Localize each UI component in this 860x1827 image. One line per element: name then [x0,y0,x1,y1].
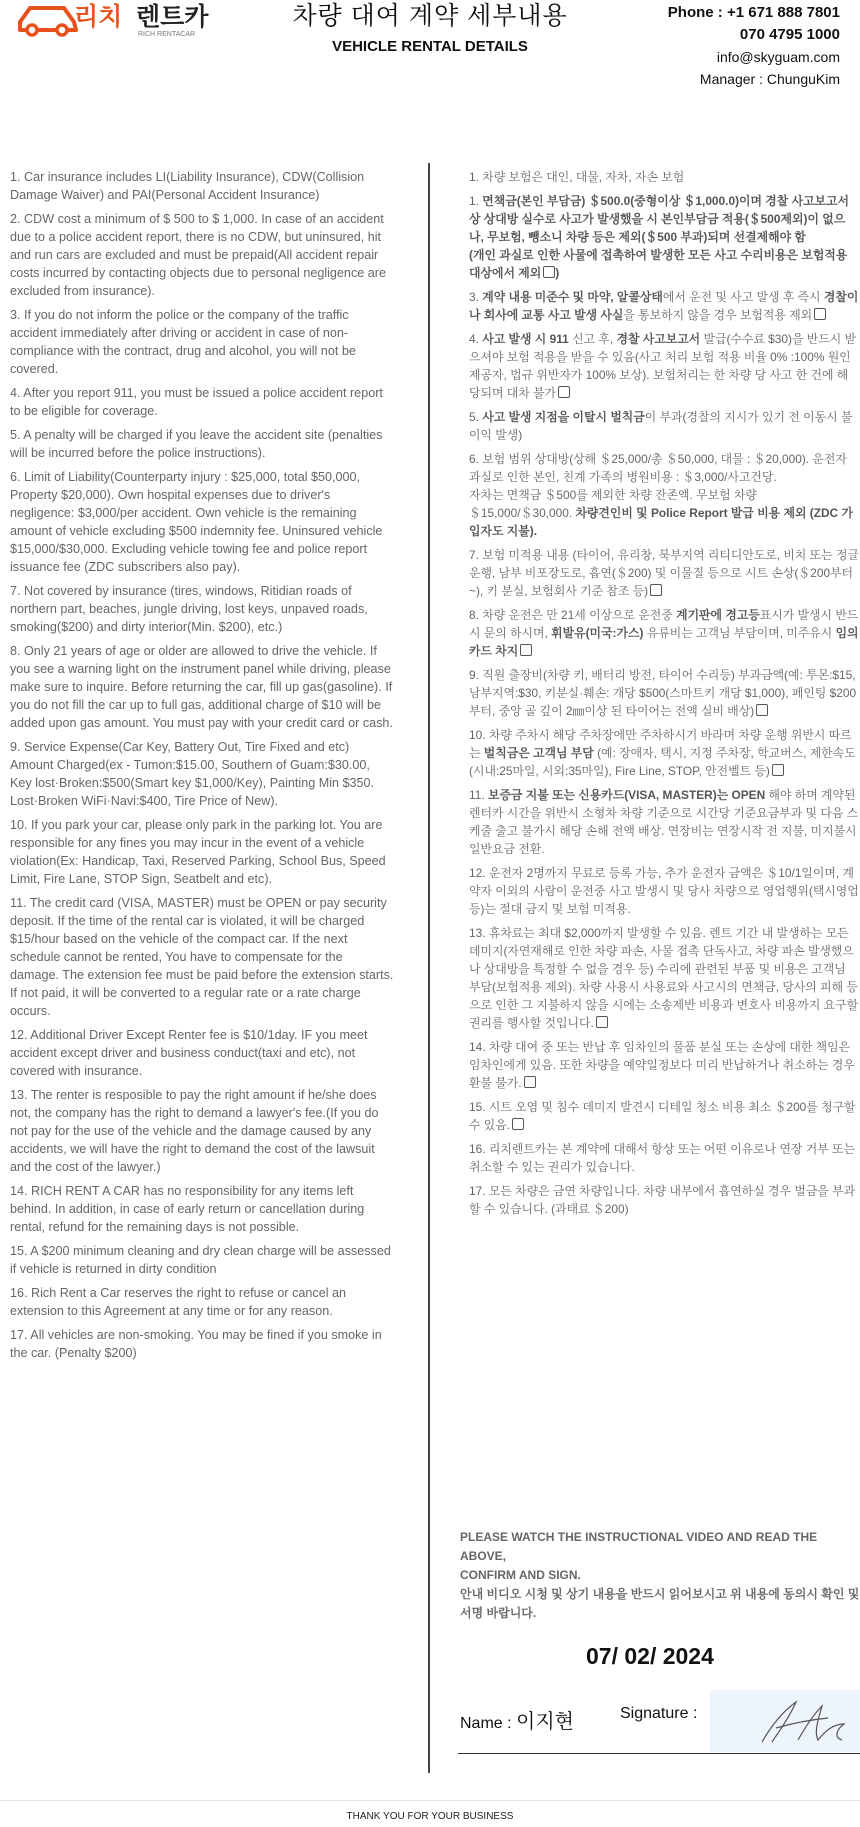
contact-block [668,2,840,90]
name-label: Name : [460,1715,517,1732]
term-ko-4: 4. 사고 발생 시 911 신고 후, 경찰 사고보고서 발급(수수료 $30)을 반드시 받으셔야 보험 적용을 받을 수 있음(사고 처리 보험 적용 비율 0% :100% 원인제공자, 법규 위반자가 100% 보상). 보험처리는 한 차량 당 사고 한 건에 해당되며 대차 불가 [469,332,857,400]
checkbox[interactable] [558,386,570,398]
term-ko-13: 13. 휴차료는 최대 $2,000까지 발생할 수 있음. 렌트 기간 내 발생하는 모든 데미지(자연재해로 인한 차량 파손, 사물 접촉 단독사고, 차량 파손 발생했으나 상대방을 특정할 수 없을 경우 등) 수리에 관련된 부품 및 비용은 고객님 부담(보험적용 제외). 차량 사용시 사용료와 사고시의 면책금, 당사의 피해 등으로 인한 그 지불하지 않을 시에는 소송제반 비용과 변호사 비용까지 요구할 권리를 행사할 것입니다. [469,926,859,1030]
brand-name-en: RICH RENTACAR [138,31,196,38]
checkbox[interactable] [524,1076,536,1088]
term-en: 3. If you do not inform the police or the company of the traffic accident immediately after driving or accident in case of non-compliance with the contract, drug and alcohol, you will not be covered. [10,308,356,376]
contract-date: 07/ 02/ 2024 [586,1643,714,1669]
checkbox[interactable] [650,584,662,596]
term-ko-5: 5. 사고 발생 지점을 이탈시 벌칙금이 부과(경찰의 지시가 있기 전 이동시 불이익 발생) [469,410,853,442]
term-en: 15. A $200 minimum cleaning and dry clean charge will be assessed if vehicle is returned in dirty condition [10,1244,391,1276]
signature-line [458,1753,860,1754]
term-en: 10. If you park your car, please only park in the parking lot. You are responsible for any fines you may incur in the event of a vehicle violation(Ex: Handicap, Taxi, Reserved Parking, School Bus, Speed Limit, Fire Lane, STOP Sign, Seatbelt and etc). [10,818,386,886]
term-ko-14: 14. 차량 대여 중 또는 반납 후 임차인의 물품 분실 또는 손상에 대한 책임은 임차인에게 있음. 또한 차량을 예약일정보다 미리 반납하거나 취소하는 경우 환불 불가. [469,1040,855,1090]
signature-box[interactable] [710,1690,860,1752]
term-en: 5. A penalty will be charged if you leave the accident site (penalties will be incurred before the police instructions). [10,428,383,460]
term-en: 17. All vehicles are non-smoking. You may be fined if you smoke in the car. (Penalty $200) [10,1328,382,1360]
term-en: 7. Not covered by insurance (tires, windows, Ritidian roads of northern part, beaches, jungle driving, lost keys, unpaved roads, smoking($200) and dirty interior(Min. $200), etc.) [10,584,368,634]
term-en: 4. After you report 911, you must be issued a police accident report to be eligible for coverage. [10,386,383,418]
contact-phone-2: 070 4795 1000 [739,26,840,43]
checkbox[interactable] [814,308,826,320]
term-ko-11: 11. 보증금 지불 또는 신용카드(VISA, MASTER)는 OPEN 해야 하며 계약된 렌터카 시간을 위반시 소형차 차량 기준으로 시간당 기준요금부과 및 다음 스케줄 출고 불가시 해당 손해 전액 배상. 연장비는 연장시작 전 지불, 미지불시 일반요금 전환. [469,788,859,856]
signature-label: Signature : [620,1705,698,1722]
contact-email: info@skyguam.com [716,49,840,65]
brand-name-part2: 렌트카 [136,2,209,31]
title-korean: 차량 대여 계약 세부내용 [292,2,568,30]
checkbox[interactable] [772,764,784,776]
term-ko-6: 6. 보험 범위 상대방(상해 ＄25,000/총 ＄50,000, 대물 : ＄20,000). 운전자 과실로 인한 본인, 친계 가족의 병원비용 : ＄3,000/사고건당. 자차는 면책금 ＄500를 제외한 차량 잔존액. 무보험 차량 ＄15,000/＄30,000. 차량견인비 및 Police Report 발급 비용 제외 (ZDC 가입자도 지불). [469,452,853,538]
contact-manager: Manager : ChunguKim [699,71,840,87]
term-ko-2: 1. 면책금(본인 부담금) ＄500.0(중형이상 ＄1,000.0)이며 경찰 사고보고서 상 상대방 실수로 사고가 발생했을 시 본인부담금 적용(＄500제외)이 없으나, 무보험, 뺑소니 차량 등은 제외(＄500 부과)되며 선결제해야 함 (개인 과실로 인한 사물에 접촉하여 발생한 모든 사고 수리비용은 보험적용 대상에서 제외 ) [469,194,850,280]
document-title [290,2,570,55]
footer-divider [0,1800,860,1801]
term-ko-17: 17. 모든 차량은 금연 차량입니다. 차량 내부에서 흡연하실 경우 벌금을 부과할 수 있습니다. (과태료 ＄200) [469,1184,855,1216]
term-ko-15: 15. 시트 오염 및 침수 데미지 발견시 디테일 청소 비용 최소 ＄200를 청구할 수 있음. [469,1100,856,1132]
footer-text: THANK YOU FOR YOUR BUSINESS [346,1811,514,1822]
term-en: 14. RICH RENT A CAR has no responsibility for any items left behind. In addition, in case of early return or cancellation during rental, refund for the remaining days is not possible. [10,1184,365,1234]
car-icon [18,0,228,42]
term-ko-9: 9. 직원 출장비(차량 키, 배터리 방전, 타이어 수리등) 부과금액(예: 투몬:$15, 남부지역:$30, 키분실·훼손: 개당 $500(스마트키 개당 $1,000), 페인팅 $200 부터, 중앙 골 깊이 2㎜이상 된 타이어는 전액 실비 배상) [469,668,857,718]
term-ko-3: 3. 계약 내용 미준수 및 마약, 알콜상태에서 운전 및 사고 발생 후 즉시 경찰이나 회사에 교통 사고 발생 사실을 통보하지 않을 경우 보험적용 제외 [469,290,859,322]
term-en: 16. Rich Rent a Car reserves the right to refuse or cancel an extension to this Agreement at any time or for any reason. [10,1286,346,1318]
terms-korean [469,168,859,1224]
checkbox[interactable] [543,266,555,278]
term-ko-12: 12. 운전자 2명까지 무료로 등록 가능, 추가 운전자 금액은 ＄10/1일이며, 계약자 이외의 사람이 운전중 사고 발생시 및 당사 차량으로 영업행위(택시영업 등)는 절대 금지 및 보험 미적용. [469,866,859,916]
term-en: 2. CDW cost a minimum of $ 500 to $ 1,000. In case of an accident due to a police accident report, there is no CDW, but uninsured, hit and run cars are excluded and must be prepaid(All accident repair costs incurred by contacting objects due to personal negligence are excluded from insurance). [10,212,386,298]
term-en: 6. Limit of Liability(Counterparty injury : $25,000, total $50,000, Property $20,000). Own hospital expenses due to driver's negligence: $3,000/per accident. Own vehicle is the remaining amount of vehicle excluding $500 indemnity fee. Uninsured vehicle $15,000/$30,000. Excluding vehicle towing fee and police report issuance fee (ZDC subscribers also pay). [10,470,383,574]
term-ko-8: 8. 차량 운전은 만 21세 이상으로 운전중 계기판에 경고등표시가 발생시 반드시 문의 하시며, 휘발유(미국:가스) 유류비는 고객님 부담이며, 미주유시 임의 카드 차지 [469,608,859,658]
term-en: 1. Car insurance includes LI(Liability Insurance), CDW(Collision Damage Waiver) and PAI(Personal Accident Insurance) [10,170,365,202]
term-en: 9. Service Expense(Car Key, Battery Out, Tire Fixed and etc) Amount Charged(ex - Tumon:$15.00, Southern of Guam:$30.00, Key lost·Broken:$500(Smart key $1,000/Key), Painting Min $350. Lost·Broken WiFi·Navi:$400, Tire Price of New). [10,740,375,808]
brand-logo [18,0,228,42]
sign-notice: PLEASE WATCH THE INSTRUCTIONAL VIDEO AND READ THE ABOVE, CONFIRM AND SIGN. 안내 비디오 시청 및 상기 내용을 반드시 읽어보시고 위 내용에 동의시 확인 및 서명 바랍니다. [460,1530,860,1620]
term-en: 12. Additional Driver Except Renter fee is $10/1day. IF you meet accident except driver and business conduct(taxi and etc), not covered with insurance. [10,1028,368,1078]
contact-phone: Phone : +1 671 888 7801 [667,4,840,21]
term-en: 11. The credit card (VISA, MASTER) must be OPEN or pay security deposit. If the time of the rental car is violated, it will be charged $15/hour based on the vehicle of the compact car. If the next schedule cannot be rented, You have to compensate for the damage. The extension fee must be paid before the extension starts. If not paid, it will be converted to a regular rate or a rate charge occurs. [10,896,394,1018]
name-value: 이지현 [516,1711,574,1733]
brand-name-part1: 리치 [74,2,123,31]
checkbox[interactable] [756,704,768,716]
checkbox[interactable] [520,644,532,656]
terms-english [10,168,394,1368]
term-ko-10: 10. 차량 주차시 해당 주차장에만 주차하시기 바라며 차량 운행 위반시 따르는 벌칙금은 고객님 부담 (예: 장애자, 택시, 지정 주차장, 학교버스, 제한속도(시내:25마일, 시외:35마일), Fire Line, STOP, 안전벨트 등) [469,728,856,778]
checkbox[interactable] [512,1118,524,1130]
renter-name [460,1705,574,1734]
term-ko-16: 16. 리치렌트카는 본 계약에 대해서 항상 또는 어떤 이유로나 연장 거부 또는 취소할 수 있는 권리가 있습니다. [469,1142,855,1174]
column-divider [428,163,430,1773]
title-english: VEHICLE RENTAL DETAILS [332,38,528,55]
checkbox[interactable] [596,1016,608,1028]
term-ko-7: 7. 보험 미적용 내용 (타이어, 유리창, 북부지역 리티디안도로, 비치 또는 정글운행, 남부 비포장도로, 흡연(＄200) 및 이물질 등으로 시트 손상(＄200부터~), 키 분실, 보험회사 기준 참조 등) [469,548,859,598]
term-en: 8. Only 21 years of age or older are allowed to drive the vehicle. If you see a warning light on the instrument panel while driving, please make sure to inquire. Before returning the car, fill up gas(gasoline). If you do not fill the car up to full gas, additional charge of $10 will be added upon gas amount. You must pay with your credit card or cash. [10,644,393,730]
term-en: 13. The renter is resposible to pay the right amount if he/she does not, the company has the right to demand a lawyer's fee.(If you do not pay for the use of the vehicle and the damage caused by any accidents, we will have the right to demand the cost of the lawsuit and the cost of the lawyer.) [10,1088,379,1174]
term-ko-1: 1. 차량 보험은 대인, 대물, 자차, 자손 보험 [469,170,685,184]
signature-drawing [710,1690,860,1752]
